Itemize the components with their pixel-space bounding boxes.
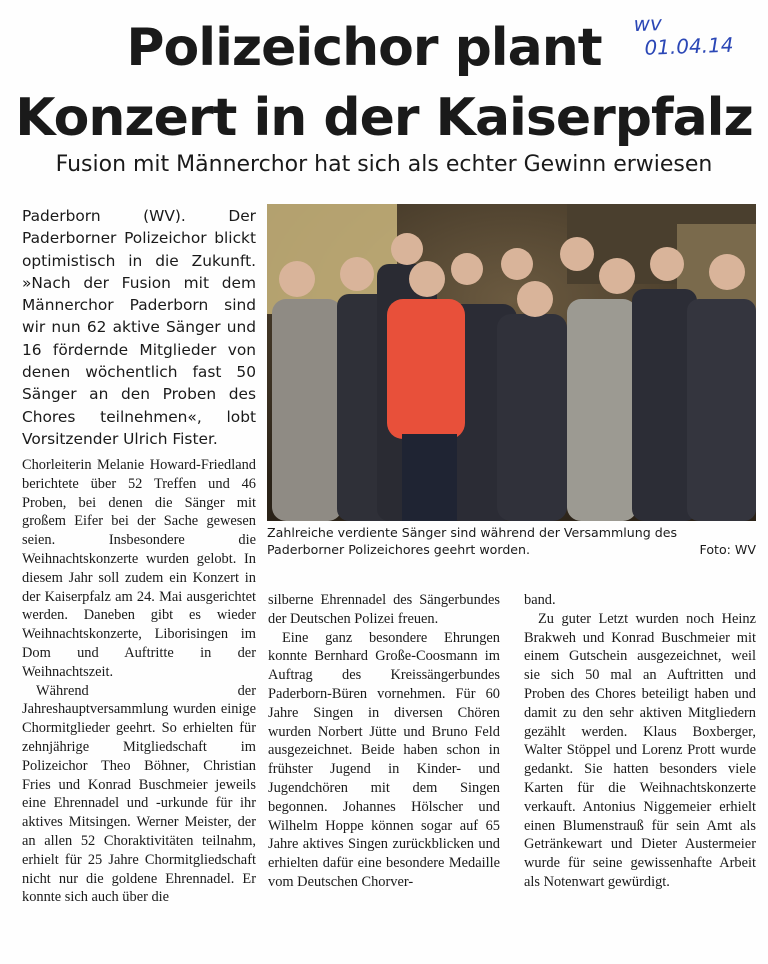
photo-caption [267, 524, 756, 558]
article-column-2 [268, 591, 500, 892]
body-paragraph: silberne Ehrennadel des Sängerbundes der Deutschen Polizei freuen. [268, 592, 500, 627]
article-column-3 [524, 591, 756, 892]
body-paragraph: band. [524, 592, 556, 608]
group-photo [267, 204, 756, 521]
subtitle: Fusion mit Männerchor hat sich als echter Gewinn erwiesen [55, 152, 713, 177]
stamp-source: wv [633, 11, 663, 37]
caption-text: Zahlreiche verdiente Sänger sind während der Versammlung des Paderborner Polizeichores geehrt worden. [267, 525, 678, 557]
stamp-date: 01.04.14 [644, 32, 734, 60]
body-paragraph: Zu guter Letzt wurden noch Heinz Brakweh und Konrad Buschmeier mit einem Gutschein ausgezeichnet, weil sie sich 50 mal an Auftritten und Proben des Chores beteiligt haben und damit zu den sehr aktiven Mitgliedern gezählt werden. Klaus Boxberger, Walter Stöppel und Lorenz Prott wurde gedankt. Sie hatten besonders viele Karten für die Weihnachtskonzerte verkauft. Antonius Niggemeier erhielt einen Blumenstrauß für sein Amt als Getränkewart und Dieter Austermeier wurde für seine gewissenhafte Arbeit als Notenwart gewürdigt. [524, 610, 756, 890]
article-column-1 [22, 456, 256, 907]
headline-line-2: Konzert in der Kaiserpfalz [15, 88, 753, 148]
handwritten-date-stamp [629, 8, 761, 61]
headline-line-1: Polizeichor plant [126, 18, 602, 78]
photo-credit: Foto: WV [699, 542, 756, 557]
body-paragraph: Während der Jahreshauptversammlung wurden einige Chormitglieder geehrt. So erhielten für zehnjährige Mitgliedschaft im Polizeichor Theo Böhner, Christian Fries und Konrad Buschmeier jeweils eine Ehrennadel und -urkunde für ihr aktives Mitsingen. Werner Meister, der an allen 52 Choraktivitäten teilnahm, erhielt für 25 Jahre Chormitgliedschaft nicht nur die goldene Ehrennadel. Er konnte sich auch über die [22, 682, 256, 906]
body-paragraph: Eine ganz besondere Ehrungen konnte Bernhard Große-Coosmann im Auftrag des Kreissängerbundes Paderborn-Büren vornehmen. Für 60 Jahre Singen in diversen Chören wurden Norbert Jütte und Bruno Feld ausgezeichnet. Beide haben schon in frühster Jugend in Kinder- und Jugendchören mit dem Singen begonnen. Johannes Hölscher und Wilhelm Hoppe können sogar auf 65 Jahre aktives Singen zurückblicken und erhielten dafür eine besondere Medaille vom Deutschen Chorver- [268, 629, 500, 890]
body-paragraph: Chorleiterin Melanie Howard-Friedland berichtete über 52 Treffen und 46 Proben, bei denen die Sänger mit großem Eifer bei der Sache gewesen seien. Insbesondere die Weihnachtskonzerte wurden gelobt. In diesem Jahr soll zudem ein Konzert in der Kaiserpfalz am 24. Mai ausgerichtet werden. Daneben gibt es wieder Weihnachtskonzerte, Liborisingen im Dom und Auftritte in der Weihnachtszeit. [22, 457, 256, 680]
lead-paragraph: Paderborn (WV). Der Paderborner Polizeichor blickt optimistisch in die Zukunft. »Nach der Fusion mit dem Männerchor Paderborn sind wir nun 62 aktive Sänger und 16 fördernde Mitglieder von denen wöchentlich fast 50 Sänger an den Proben des Chores teilnehmen«, lobt Vorsitzender Ulrich Fister. [22, 207, 256, 448]
